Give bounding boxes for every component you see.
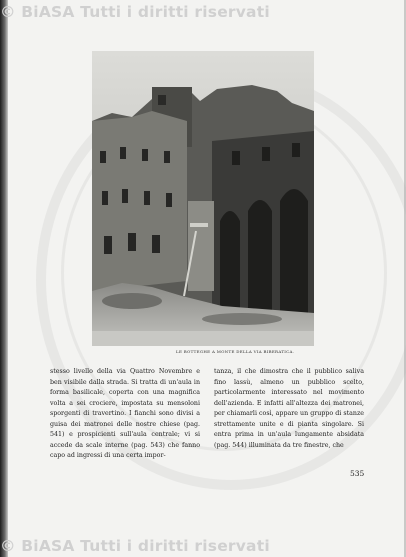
watermark-bottom: © BiASA Tutti i diritti riservati: [0, 537, 270, 555]
ruins-photograph: [92, 51, 314, 346]
page-number: 535: [350, 469, 365, 478]
photo-caption: LE BOTTEGHE A MONTE DELLA VIA BIBERATICA.: [176, 349, 295, 354]
text-column-left: [50, 367, 200, 462]
watermark-top: © BiASA Tutti i diritti riservati: [0, 3, 270, 21]
right-column-text: tanza, il che dimostra che il pubblico saliva fino lassù, almeno un pubblico scelto, particolarmente interessato nel movimento dell'azienda. E infatti all'altezza dei matronei, per chiamarli così, appare un gruppo di stanze strettamente unite e di pianta singolare. Si entra prima in un'aula lungamente absidata (pag. 544) illuminata da tre finestre, che: [214, 368, 364, 449]
left-column-text: stesso livello della via Quattro Novembre e ben visibile dalla strada. Si tratta di un'aula in forma basilicale, coperta con una magnifica volta a sei crociere, impostata su mensoloni sporgenti di travertino. I fianchi sono divisi a guisa dei matronei delle nostre chiese (pag. 541) e prospicienti sull'aula centrale; vi si accede da scale interne (pag. 543) che fanno capo ad ingressi di una certa impor-: [50, 368, 200, 459]
binding-gutter: [0, 0, 8, 557]
text-column-right: [214, 367, 364, 451]
document-page: [6, 0, 404, 557]
